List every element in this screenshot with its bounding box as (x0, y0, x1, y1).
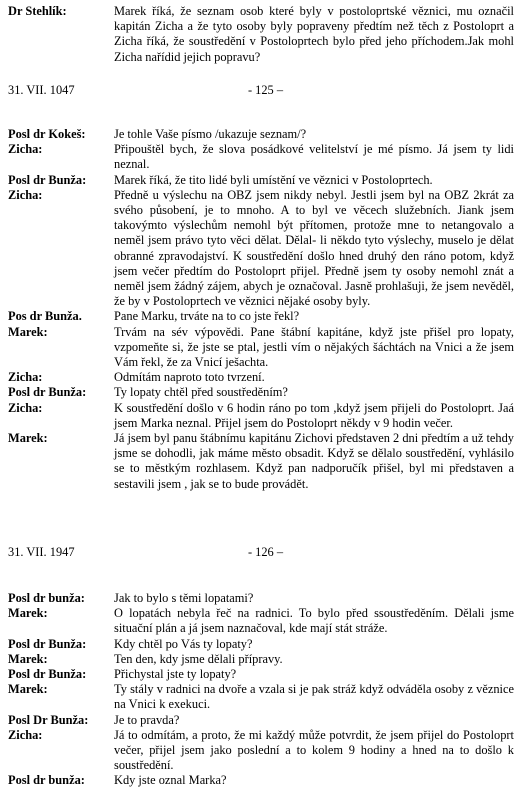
statement-text: Já to odmítám, a proto, že mi každý může potvrdit, že jsem přijel do Postoloprt večer, přijel jsem jako poslední a to kolem 9 hodiny a hned na to došlo k soustředění. (114, 727, 514, 773)
transcript-entry (0, 652, 531, 667)
transcript-entry (0, 667, 531, 682)
transcript-entry (0, 591, 531, 606)
statement-text: Přichystal jste ty lopaty? (114, 667, 237, 682)
speaker-label: Marek: (8, 682, 48, 697)
speaker-label: Zicha: (8, 187, 43, 202)
speaker-label: Marek: (8, 606, 48, 621)
statement-text: O lopatách nebyla řeč na radnici. To bylo před ssoustředěním. Dělali jsme situační plán a já jsem naznačoval, kde mají stát stráže. (114, 606, 514, 636)
transcript-entry (0, 325, 531, 371)
transcript-entry (0, 728, 531, 774)
transcript-section-1 (0, 4, 531, 65)
speaker-label: Zicha: (8, 400, 43, 415)
speaker-label: Posl dr Bunža: (8, 172, 87, 187)
statement-text: Marek říká, že seznam osob které byly v postoloprtské věznici, mu označil kapitán Zicha a že tyto osoby byly popraveny předtím než těch z Postoloprt a Zicha říká, že soustředění v Postoloprtech bylo před jeho příchodem.Jak mohl Zicha nařídid jejich popravu? (114, 4, 514, 64)
speaker-label: Posl dr Kokeš: (8, 127, 86, 141)
statement-text: Předně u výslechu na OBZ jsem nikdy nebyl. Jestli jsem byl na OBZ 2krát za svého působení, je to mnoho. A to byl ve věcech služebních. Jiank jsem takovýmto výslechům nemohl být přítomen, protože mne to netangovalo a neměl jsem právo tyto věci dělat. Dělal- li někdo tyto výslechy, muselo je dělat obranné zpravodajství. K soustředění došlo hned druhý den ráno potom, když jsem večer předtím do Postoloprt přijel. Předně jsem ty osoby nemohl znát a neměl jsem žádný zájem, abych je označoval. Jasně prohlašuji, že jsem nevěděl, že by v Postoloprtech ve věznici nějaké osoby byly. (114, 187, 514, 309)
page-date: 31. VII. 1047 (8, 83, 75, 97)
speaker-label: Posl dr Bunža: (8, 636, 87, 651)
speaker-label: Posl dr Bunža: (8, 385, 87, 400)
speaker-label: Marek: (8, 651, 48, 666)
page-number: - 125 – (247, 83, 284, 97)
speaker-label: Marek: (8, 324, 48, 339)
page-marker-2 (8, 544, 523, 560)
statement-text: Já jsem byl panu štábnímu kapitánu Zichovi představen 2 dni předtím a už tehdy jsme se dohodli, jak máme město obsadit. Když se dělalo soustředění, vyhlásilo se to městkým rozhlasem. Když pan nadporučík přišel, byl mi představen a sestavili jsem , jak se to bude provádět. (114, 431, 514, 491)
speaker-label: Zicha: (8, 370, 43, 385)
transcript-entry (0, 637, 531, 652)
statement-text: Ty stály v radnici na dvoře a vzala si je pak stráž když odváděla osoby z věznice na Vnici k exekuci. (114, 682, 514, 712)
speaker-label: Zicha: (8, 727, 43, 742)
transcript-entry (0, 370, 531, 385)
speaker-label: Dr Stehlík: (8, 4, 67, 18)
page-date: 31. VII. 1947 (8, 545, 75, 559)
transcript-section-3 (0, 591, 531, 789)
speaker-label: Zicha: (8, 142, 43, 157)
statement-text: Je to pravda? (114, 712, 180, 727)
speaker-label: Posl dr bunža: (8, 591, 85, 605)
transcript-entry (0, 309, 531, 324)
transcript-entry (0, 713, 531, 728)
statement-text: Pane Marku, trváte na to co jste řekl? (114, 309, 300, 324)
transcript-entry (0, 682, 531, 712)
statement-text: Trvám na sév výpovědi. Pane štábní kapitáne, když jste přišel pro lopaty, vzpomeňte si, že jste se ptal, jestli vím o nějakých šáchtách na Vnici a že jsem Vám řekl, že za Vnicí ješachta. (114, 324, 514, 370)
statement-text: Ten den, kdy jsme dělali přípravy. (114, 651, 283, 666)
speaker-label: Posl dr bunža: (8, 773, 85, 788)
statement-text: Kdy jste oznal Marka? (114, 773, 227, 788)
transcript-entry (0, 606, 531, 636)
statement-text: Marek říká, že tito lidé byli umístění ve věznici v Postoloprtech. (114, 172, 433, 187)
transcript-entry (0, 385, 531, 400)
statement-text: Kdy chtěl po Vás ty lopaty? (114, 636, 253, 651)
speaker-label: Pos dr Bunža. (8, 309, 82, 324)
statement-text: Ty lopaty chtěl před soustředěním? (114, 385, 288, 400)
transcript-entry (0, 773, 531, 788)
statement-text: Odmítám naproto toto tvrzení. (114, 370, 265, 385)
statement-text: K soustředění došlo v 6 hodin ráno po tom ,když jsem přijeli do Postoloprt. Jaá jsem Marka neznal. Přijel jsem do Postoloprt někdy v 9 hodin večer. (114, 400, 514, 430)
transcript-entry (0, 127, 531, 142)
transcript-entry (0, 142, 531, 172)
speaker-label: Posl Dr Bunža: (8, 712, 89, 727)
transcript-section-2 (0, 127, 531, 492)
statement-text: Jak to bylo s těmi lopatami? (114, 591, 254, 605)
statement-text: Je tohle Vaše písmo /ukazuje seznam/? (114, 127, 307, 141)
transcript-entry (0, 188, 531, 310)
speaker-label: Posl dr Bunža: (8, 667, 87, 682)
page-marker-1 (8, 82, 523, 98)
transcript-entry (0, 4, 531, 65)
transcript-entry (0, 173, 531, 188)
statement-text: Připouštěl bych, že slova posádkové velitelství je mé písmo. Já jsem ty lidi neznal. (114, 142, 514, 172)
transcript-entry (0, 401, 531, 431)
speaker-label: Marek: (8, 431, 48, 446)
page-number: - 126 – (247, 545, 284, 559)
transcript-entry (0, 431, 531, 492)
